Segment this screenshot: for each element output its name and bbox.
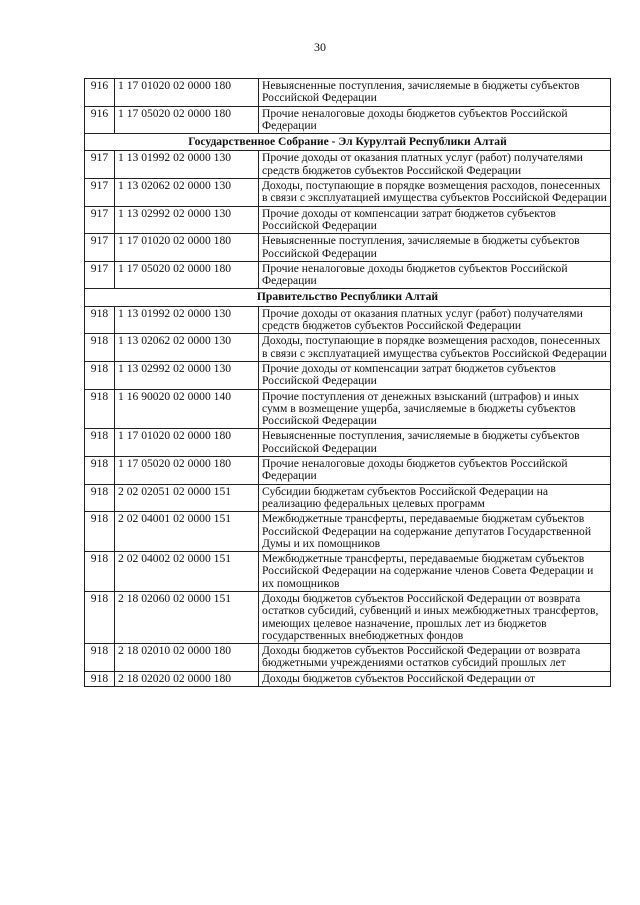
budget-classification-code-cell: 1 13 02992 02 0000 130 (115, 206, 259, 234)
admin-code-cell: 918 (85, 361, 115, 389)
revenue-name-cell: Межбюджетные трансферты, передаваемые бюджетам субъектов Российской Федерации на содержание членов Совета Федерации и их помощников (259, 552, 611, 592)
budget-classification-code-cell: 2 02 04002 02 0000 151 (115, 552, 259, 592)
admin-code-cell: 917 (85, 234, 115, 262)
budget-classification-code-cell: 2 18 02020 02 0000 180 (115, 671, 259, 686)
budget-classification-code-cell: 1 17 05020 02 0000 180 (115, 457, 259, 485)
table-row (85, 79, 611, 107)
table-row (85, 512, 611, 552)
budget-classification-code-cell: 1 17 01020 02 0000 180 (115, 429, 259, 457)
admin-code-cell: 918 (85, 457, 115, 485)
section-title: Правительство Республики Алтай (85, 289, 611, 306)
revenue-name-cell: Невыясненные поступления, зачисляемые в бюджеты субъектов Российской Федерации (259, 429, 611, 457)
admin-code-cell: 917 (85, 179, 115, 207)
budget-classification-code-cell: 1 13 02062 02 0000 130 (115, 179, 259, 207)
revenue-name-cell: Субсидии бюджетам субъектов Российской Федерации на реализацию федеральных целевых программ (259, 484, 611, 512)
revenue-name-cell: Прочие доходы от оказания платных услуг (работ) получателями средств бюджетов субъектов Российской Федерации (259, 306, 611, 334)
revenue-name-cell: Доходы, поступающие в порядке возмещения расходов, понесенных в связи с эксплуатацией имущества субъектов Российской Федерации (259, 334, 611, 362)
revenue-name-cell: Невыясненные поступления, зачисляемые в бюджеты субъектов Российской Федерации (259, 234, 611, 262)
budget-classification-code-cell: 1 13 01992 02 0000 130 (115, 306, 259, 334)
admin-code-cell: 918 (85, 552, 115, 592)
revenue-name-cell: Прочие доходы от оказания платных услуг (работ) получателями средств бюджетов субъектов Российской Федерации (259, 151, 611, 179)
revenue-name-cell: Прочие поступления от денежных взысканий (штрафов) и иных сумм в возмещение ущерба, зачисляемые в бюджеты субъектов Российской Федерации (259, 389, 611, 429)
budget-classification-code-cell: 1 13 02992 02 0000 130 (115, 361, 259, 389)
revenue-name-cell: Доходы бюджетов субъектов Российской Федерации от возврата остатков субсидий, субвенций и иных межбюджетных трансфертов, имеющих целевое назначение, прошлых лет из бюджетов государственных внебюджетных фондов (259, 591, 611, 643)
table-row (85, 644, 611, 672)
table-row (85, 151, 611, 179)
table-row (85, 671, 611, 686)
revenue-name-cell: Доходы, поступающие в порядке возмещения расходов, понесенных в связи с эксплуатацией имущества субъектов Российской Федерации (259, 179, 611, 207)
table-row (85, 361, 611, 389)
admin-code-cell: 917 (85, 151, 115, 179)
budget-classification-code-cell: 1 17 01020 02 0000 180 (115, 234, 259, 262)
revenue-name-cell: Невыясненные поступления, зачисляемые в бюджеты субъектов Российской Федерации (259, 79, 611, 107)
revenue-codes-table (84, 78, 611, 687)
admin-code-cell: 918 (85, 591, 115, 643)
revenue-name-cell: Доходы бюджетов субъектов Российской Федерации от возврата бюджетными учреждениями остатков субсидий прошлых лет (259, 644, 611, 672)
section-header-row (85, 134, 611, 151)
budget-classification-code-cell: 1 16 90020 02 0000 140 (115, 389, 259, 429)
table-row (85, 206, 611, 234)
revenue-name-cell: Прочие неналоговые доходы бюджетов субъектов Российской Федерации (259, 457, 611, 485)
table-row (85, 484, 611, 512)
table-row (85, 591, 611, 643)
revenue-name-cell: Прочие неналоговые доходы бюджетов субъектов Российской Федерации (259, 261, 611, 289)
table-row (85, 457, 611, 485)
table-row (85, 261, 611, 289)
revenue-name-cell: Межбюджетные трансферты, передаваемые бюджетам субъектов Российской Федерации на содержание депутатов Государственной Думы и их помощников (259, 512, 611, 552)
page-number: 30 (314, 40, 326, 54)
admin-code-cell: 918 (85, 429, 115, 457)
admin-code-cell: 918 (85, 512, 115, 552)
admin-code-cell: 918 (85, 671, 115, 686)
budget-classification-code-cell: 1 17 01020 02 0000 180 (115, 79, 259, 107)
table-row (85, 306, 611, 334)
admin-code-cell: 916 (85, 79, 115, 107)
section-title: Государственное Собрание - Эл Курултай Республики Алтай (85, 134, 611, 151)
table-row (85, 234, 611, 262)
admin-code-cell: 917 (85, 206, 115, 234)
admin-code-cell: 917 (85, 261, 115, 289)
budget-classification-code-cell: 2 02 04001 02 0000 151 (115, 512, 259, 552)
budget-classification-code-cell: 2 18 02060 02 0000 151 (115, 591, 259, 643)
admin-code-cell: 918 (85, 306, 115, 334)
admin-code-cell: 918 (85, 389, 115, 429)
admin-code-cell: 918 (85, 334, 115, 362)
table-row (85, 389, 611, 429)
table-row (85, 106, 611, 134)
table-row (85, 429, 611, 457)
budget-classification-code-cell: 2 18 02010 02 0000 180 (115, 644, 259, 672)
budget-classification-code-cell: 2 02 02051 02 0000 151 (115, 484, 259, 512)
budget-classification-code-cell: 1 13 01992 02 0000 130 (115, 151, 259, 179)
budget-classification-code-cell: 1 13 02062 02 0000 130 (115, 334, 259, 362)
admin-code-cell: 918 (85, 644, 115, 672)
table-row (85, 552, 611, 592)
admin-code-cell: 916 (85, 106, 115, 134)
revenue-name-cell: Доходы бюджетов субъектов Российской Федерации от (259, 671, 611, 686)
budget-classification-code-cell: 1 17 05020 02 0000 180 (115, 261, 259, 289)
budget-classification-code-cell: 1 17 05020 02 0000 180 (115, 106, 259, 134)
admin-code-cell: 918 (85, 484, 115, 512)
revenue-name-cell: Прочие доходы от компенсации затрат бюджетов субъектов Российской Федерации (259, 361, 611, 389)
revenue-name-cell: Прочие доходы от компенсации затрат бюджетов субъектов Российской Федерации (259, 206, 611, 234)
section-header-row (85, 289, 611, 306)
table-row (85, 179, 611, 207)
revenue-name-cell: Прочие неналоговые доходы бюджетов субъектов Российской Федерации (259, 106, 611, 134)
table-row (85, 334, 611, 362)
